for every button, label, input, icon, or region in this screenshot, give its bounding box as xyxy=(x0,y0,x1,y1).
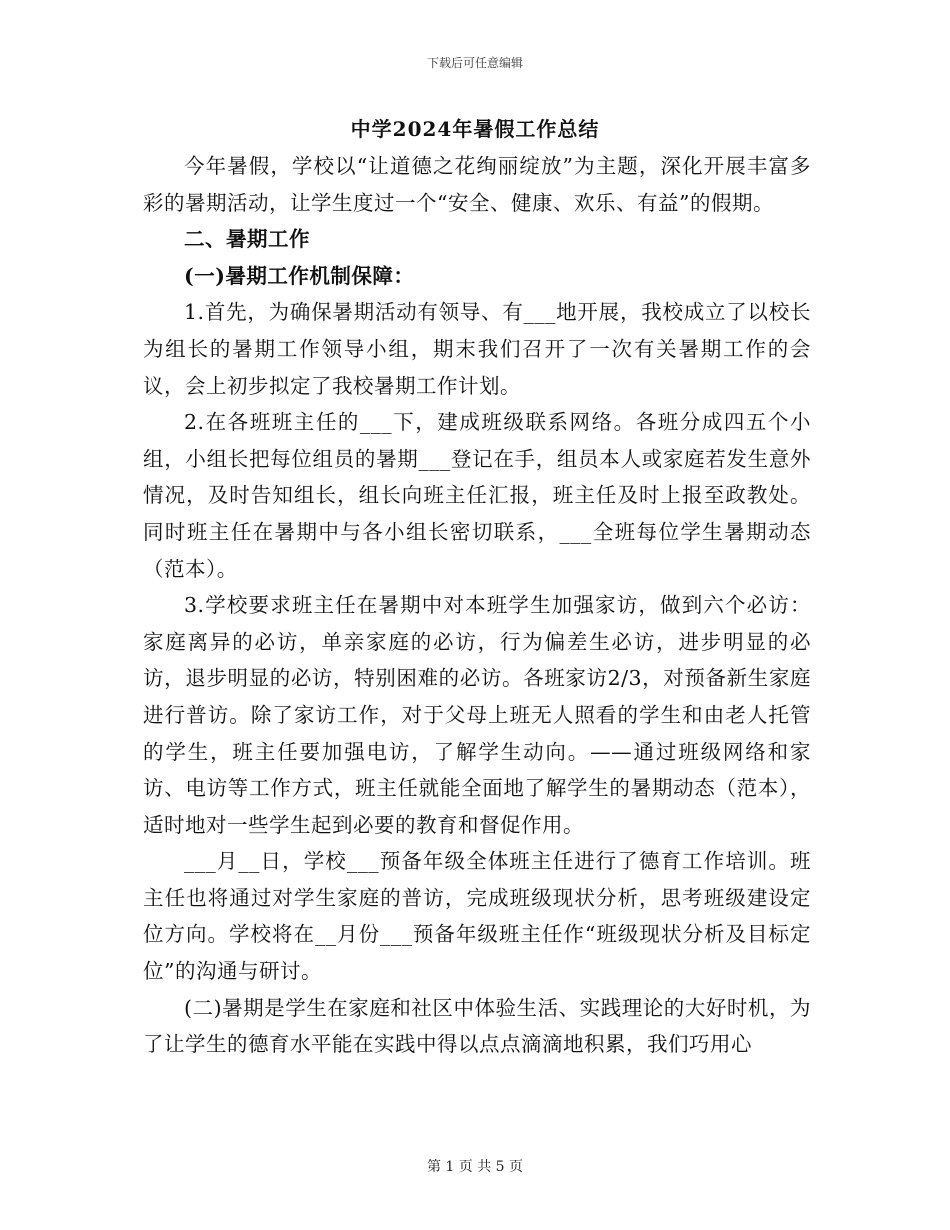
paragraph-section-2: (二)暑期是学生在家庭和社区中体验生活、实践理论的大好时机，为了让学生的德育水平能在实践中得以点点滴滴地积累，我们巧用心 xyxy=(143,995,811,1057)
header-note: 下载后可任意编辑 xyxy=(426,56,523,70)
page-footer: 第 1 页 共 5 页 xyxy=(426,1159,524,1175)
section-heading: 二、暑期工作 xyxy=(184,227,310,252)
intro-paragraph: 今年暑假，学校以“让道德之花绚丽绽放”为主题，深化开展丰富多彩的暑期活动，让学生度过一个“安全、健康、欢乐、有益”的假期。 xyxy=(143,154,811,215)
document-body xyxy=(143,148,811,1063)
paragraph-item-1: 1.首先，为确保暑期活动有领导、有___地开展，我校成立了以校长为组长的暑期工作领导小组，期末我们召开了一次有关暑期工作的会议，会上初步拟定了我校暑期工作计划。 xyxy=(143,300,811,398)
subsection-heading: (一)暑期工作机制保障： xyxy=(184,263,415,288)
paragraph-item-2: 2.在各班班主任的___下，建成班级联系网络。各班分成四五个小组，小组长把每位组员的暑期___登记在手，组员本人或家庭若发生意外情况，及时告知组长，组长向班主任汇报，班主任及时上报至政教处。同时班主任在暑期中与各小组长密切联系，___全班每位学生暑期动态（范本）。 xyxy=(143,410,811,581)
paragraph-training: ___月__日，学校___预备年级全体班主任进行了德育工作培训。班主任也将通过对学生家庭的普访，完成班级现状分析，思考班级建设定位方向。学校将在__月份___预备年级班主任作“班级现状分析及目标定位”的沟通与研讨。 xyxy=(143,849,811,984)
document-title: 中学2024年暑假工作总结 xyxy=(350,117,600,141)
paragraph-item-3: 3.学校要求班主任在暑期中对本班学生加强家访，做到六个必访：家庭离异的必访，单亲家庭的必访，行为偏差生必访，进步明显的必访，退步明显的必访，特别困难的必访。各班家访2/3，对预备新生家庭进行普访。除了家访工作，对于父母上班无人照看的学生和由老人托管的学生，班主任要加强电访，了解学生动向。——通过班级网络和家访、电访等工作方式，班主任就能全面地了解学生的暑期动态（范本），适时地对一些学生起到必要的教育和督促作用。 xyxy=(143,593,811,837)
